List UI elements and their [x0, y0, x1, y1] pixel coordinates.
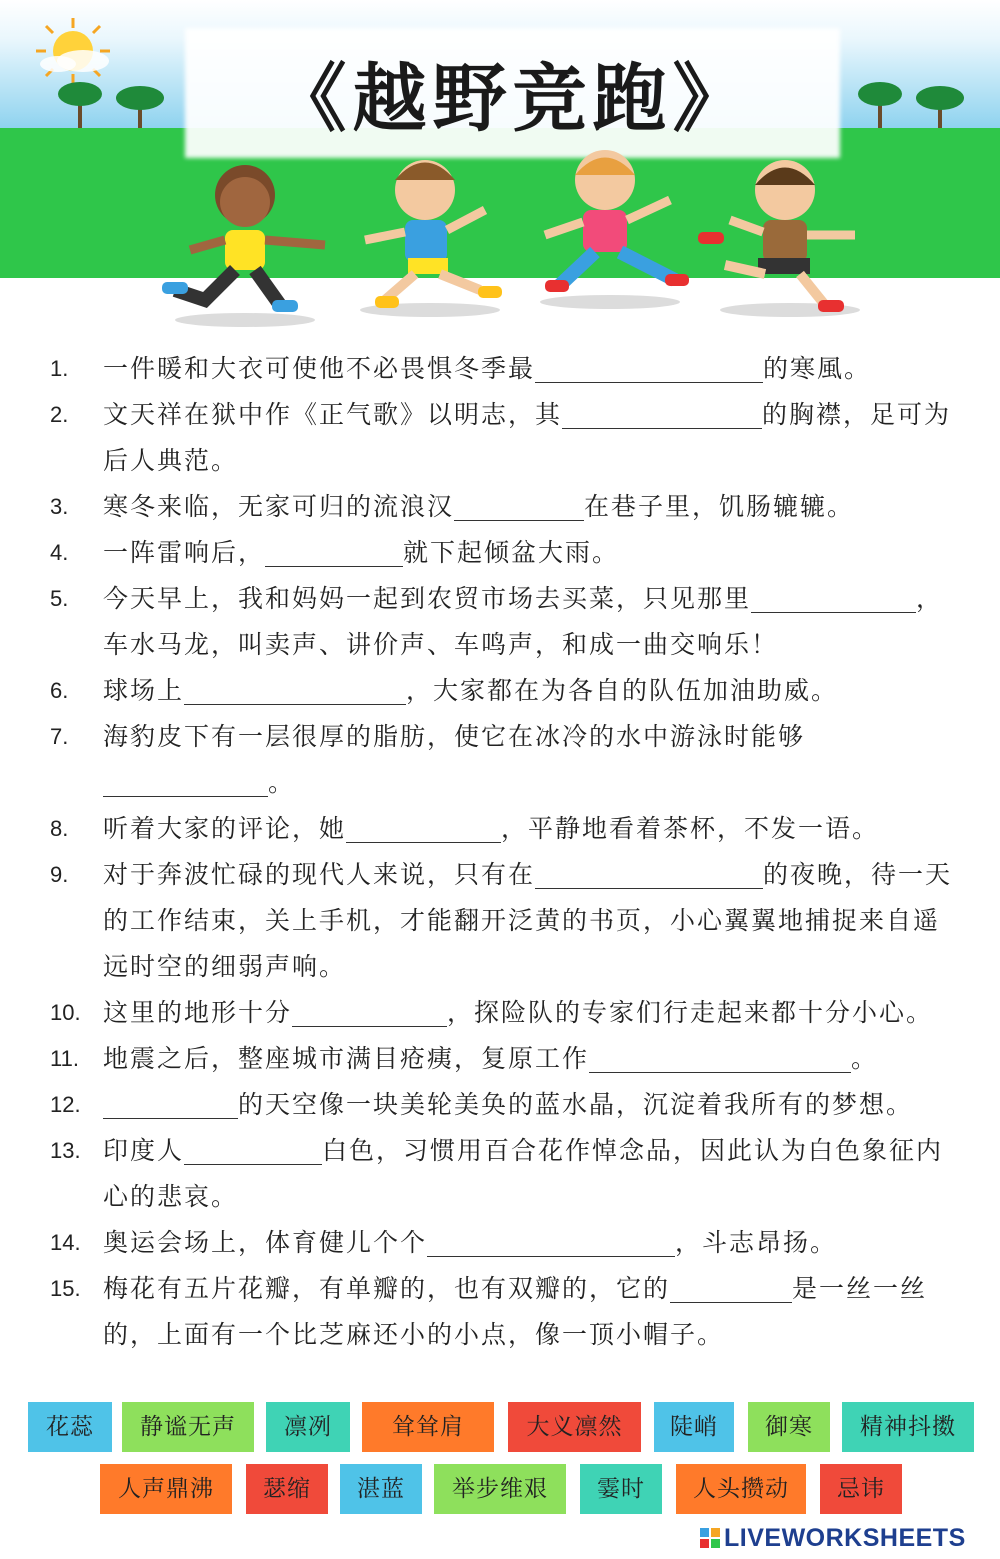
question-text: 一阵雷响后， [103, 538, 266, 567]
question-text: 是一丝一丝的，上面有一个比芝麻还小的小点，像一顶小帽子。 [103, 1274, 928, 1349]
question-text: ，车水马龙，叫卖声、讲价声、车鸣声，和成一曲交响乐！ [103, 584, 944, 659]
word-chip[interactable]: 御寒 [748, 1402, 830, 1452]
question-number: 9. [50, 862, 69, 887]
answer-blank[interactable] [103, 766, 268, 797]
question-text: 梅花有五片花瓣，有单瓣的，也有双瓣的，它的 [103, 1274, 671, 1303]
answer-blank[interactable] [103, 1088, 238, 1119]
question-text: 一件暖和大衣可使他不必畏惧冬季最 [103, 354, 536, 383]
question-10 [0, 990, 1000, 1036]
liveworksheets-logo-icon [700, 1528, 720, 1548]
question-text: 奥运会场上，体育健儿个个 [103, 1228, 428, 1257]
question-text: 。 [851, 1044, 879, 1073]
word-chip[interactable]: 精神抖擞 [842, 1402, 974, 1452]
word-chip[interactable]: 耸耸肩 [362, 1402, 494, 1452]
word-chip[interactable]: 陡峭 [654, 1402, 734, 1452]
question-text: 地震之后，整座城市满目疮痍，复原工作 [103, 1044, 590, 1073]
question-13 [0, 1128, 1000, 1220]
question-text: 球场上 [103, 676, 185, 705]
word-chip[interactable]: 湛蓝 [340, 1464, 422, 1514]
question-text: 的胸襟，足可为后人典范。 [103, 400, 952, 475]
answer-blank[interactable] [454, 490, 584, 521]
question-text: 听着大家的评论，她 [103, 814, 347, 843]
question-7 [0, 714, 1000, 806]
question-8 [0, 806, 1000, 852]
question-text: 的夜晚，待一天的工作结束，关上手机，才能翻开泛黄的书页，小心翼翼地捕捉来自遥远时空的细弱声响。 [103, 860, 953, 981]
question-number: 12. [50, 1092, 81, 1117]
question-text: 这里的地形十分 [103, 998, 293, 1027]
word-chip[interactable]: 静谧无声 [122, 1402, 254, 1452]
question-text: 今天早上，我和妈妈一起到农贸市场去买菜，只见那里 [103, 584, 752, 613]
question-text: 对于奔波忙碌的现代人来说，只有在 [103, 860, 536, 889]
question-text: 的天空像一块美轮美奂的蓝水晶，沉淀着我所有的梦想。 [238, 1090, 914, 1119]
question-number: 7. [50, 724, 69, 749]
word-chip[interactable]: 凛冽 [266, 1402, 350, 1452]
question-text: 白色，习惯用百合花作悼念品，因此认为白色象征内心的悲哀。 [103, 1136, 944, 1211]
question-number: 3. [50, 494, 69, 519]
word-chip[interactable]: 人声鼎沸 [100, 1464, 232, 1514]
question-number: 6. [50, 678, 69, 703]
question-text: ，探险队的专家们行走起来都十分小心。 [447, 998, 934, 1027]
question-11 [0, 1036, 1000, 1082]
answer-blank[interactable] [535, 352, 763, 383]
question-number: 13. [50, 1138, 81, 1163]
answer-blank[interactable] [535, 858, 763, 889]
answer-blank[interactable] [670, 1272, 792, 1303]
question-12 [0, 1082, 1000, 1128]
tree-icon [850, 78, 980, 128]
word-chip[interactable]: 忌讳 [820, 1464, 902, 1514]
question-6 [0, 668, 1000, 714]
answer-blank[interactable] [292, 996, 447, 1027]
word-chip[interactable]: 瑟缩 [246, 1464, 328, 1514]
word-chip[interactable]: 霎时 [580, 1464, 662, 1514]
question-5 [0, 576, 1000, 668]
question-14 [0, 1220, 1000, 1266]
tree-icon [50, 78, 180, 128]
header-banner [0, 0, 1000, 335]
question-number: 2. [50, 402, 69, 427]
question-text: ，斗志昂扬。 [675, 1228, 838, 1257]
question-2 [0, 392, 1000, 484]
question-number: 11. [50, 1046, 79, 1071]
question-number: 10. [50, 1000, 81, 1025]
word-chip[interactable]: 大义凛然 [508, 1402, 641, 1452]
page-title: 《越野竞跑》 [272, 56, 753, 142]
footer-logo-text: LIVEWORKSHEETS [724, 1524, 966, 1552]
question-text: 文天祥在狱中作《正气歌》以明志，其 [103, 400, 563, 429]
question-text: ，平静地看着茶杯，不发一语。 [501, 814, 880, 843]
question-number: 14. [50, 1230, 81, 1255]
question-number: 8. [50, 816, 69, 841]
word-chip[interactable]: 人头攒动 [676, 1464, 806, 1514]
answer-blank[interactable] [589, 1042, 851, 1073]
word-chip[interactable]: 花蕊 [28, 1402, 112, 1452]
question-text: 。 [268, 768, 296, 797]
question-text: 印度人 [103, 1136, 185, 1165]
question-text: 海豹皮下有一层很厚的脂肪，使它在冰冷的水中游泳时能够 [103, 722, 806, 751]
question-text: 就下起倾盆大雨。 [403, 538, 620, 567]
running-kids-illustration [150, 140, 870, 330]
sun-icon [28, 16, 118, 86]
question-list [0, 346, 1000, 1358]
question-9 [0, 852, 1000, 990]
question-text: 的寒風。 [763, 354, 872, 383]
question-3 [0, 484, 1000, 530]
answer-blank[interactable] [265, 536, 403, 567]
word-chip[interactable]: 举步维艰 [434, 1464, 566, 1514]
answer-blank[interactable] [346, 812, 501, 843]
answer-blank[interactable] [562, 398, 762, 429]
question-15 [0, 1266, 1000, 1358]
question-1 [0, 346, 1000, 392]
liveworksheets-logo [700, 1524, 996, 1554]
answer-blank[interactable] [184, 674, 406, 705]
answer-blank[interactable] [751, 582, 916, 613]
answer-blank[interactable] [184, 1134, 322, 1165]
question-text: ，大家都在为各自的队伍加油助威。 [406, 676, 839, 705]
answer-blank[interactable] [427, 1226, 675, 1257]
question-number: 4. [50, 540, 69, 565]
question-number: 1. [50, 356, 69, 381]
question-text: 寒冬来临，无家可归的流浪汉 [103, 492, 455, 521]
question-number: 5. [50, 586, 69, 611]
question-number: 15. [50, 1276, 81, 1301]
question-text: 在巷子里，饥肠辘辘。 [584, 492, 855, 521]
question-4 [0, 530, 1000, 576]
